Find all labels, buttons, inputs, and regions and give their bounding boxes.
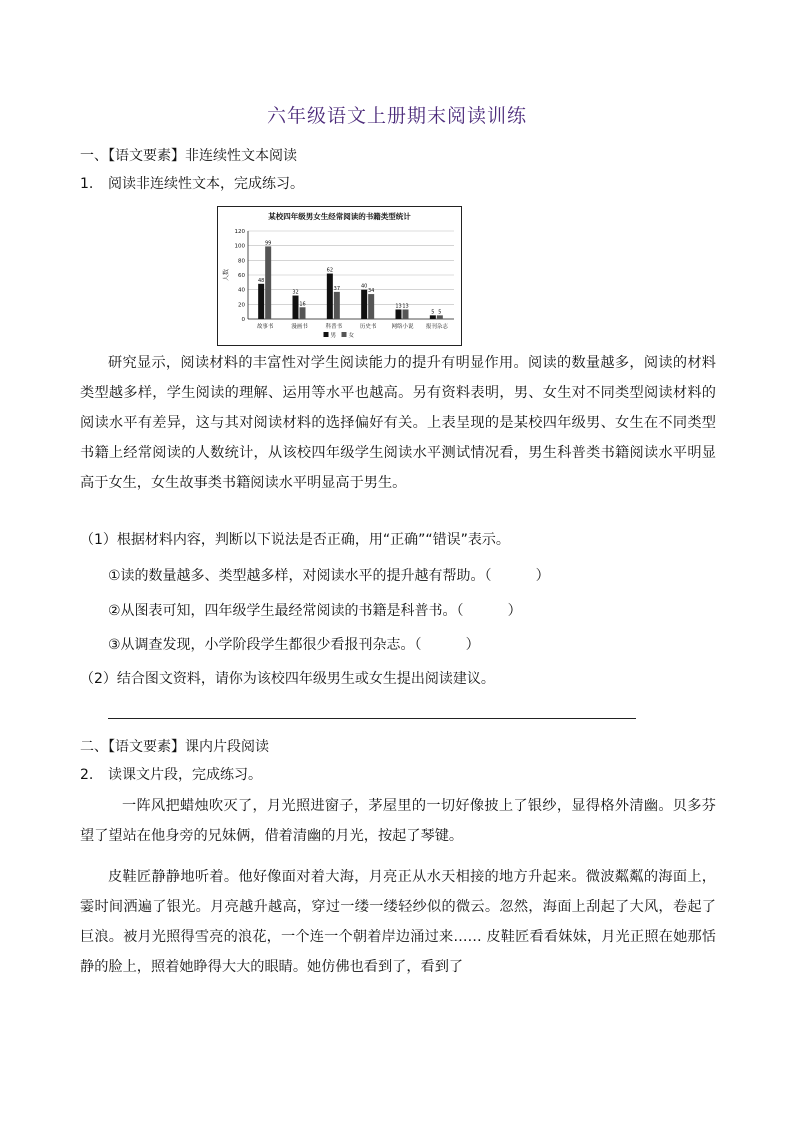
bar-男-网络小说	[396, 309, 402, 319]
bar-男-报刊杂志	[430, 315, 436, 319]
judgement-item-2-text: ②从图表可知，四年级学生最经常阅读的书籍是科普书。（	[108, 603, 464, 619]
sub-question-2: （2）结合图文资料，请你为该校四年级男生或女生提出阅读建议。	[80, 671, 495, 687]
judgement-item-2-close: ）	[507, 603, 522, 619]
data-label: 5	[438, 309, 442, 316]
y-tick-label: 60	[238, 273, 245, 279]
question-1-number: 1.	[80, 176, 94, 192]
data-label: 16	[299, 301, 306, 308]
y-tick-label: 80	[238, 258, 245, 265]
bar-男-历史书	[361, 290, 367, 319]
legend-label: 女	[348, 333, 355, 339]
y-axis-label: 人数	[223, 268, 230, 282]
data-label: 48	[257, 277, 265, 284]
bar-男-故事书	[258, 284, 264, 319]
data-label: 32	[292, 289, 299, 296]
section-2-heading: 二、【语文要素】课内片段阅读	[80, 739, 269, 755]
x-tick-label: 漫画书	[291, 324, 308, 330]
passage-paragraph-3: 皮鞋匠静静地听着。他好像面对着大海，月亮正从水天相接的地方升起来。微波粼粼的海面上，霎时间洒遍了银光。月亮越升越高，穿过一缕一缕轻纱似的微云。忽然，海面上刮起了大风，卷起了巨浪。被月光照得雪亮的浪花，一个连一个朝着岸边涌过来…… 皮鞋匠看看妹妹，月光正照在她那恬静的脸上，照着她睁得大大的眼睛。她仿佛也看到了，看到了	[80, 869, 716, 975]
data-label: 62	[326, 267, 334, 274]
bar-男-漫画书	[293, 296, 299, 319]
bar-女-网络小说	[403, 309, 409, 319]
x-tick-label: 网络小说	[391, 324, 414, 330]
judgement-item-1-close: ）	[535, 568, 550, 584]
data-label: 5	[431, 309, 435, 316]
y-tick-label: 0	[241, 317, 245, 323]
question-2-text: 读课文片段，完成练习。	[108, 767, 262, 783]
answer-line[interactable]	[108, 718, 636, 719]
x-tick-label: 故事书	[256, 324, 274, 330]
data-label: 40	[360, 283, 368, 290]
chart-title: 某校四年级男女生经常阅读的书籍类型统计	[268, 212, 411, 221]
y-tick-label: 40	[238, 287, 245, 294]
bar-女-报刊杂志	[437, 315, 443, 319]
judgement-item-2	[108, 601, 522, 621]
judgement-item-3	[108, 635, 480, 655]
y-tick-label: 100	[234, 243, 245, 250]
sub-question-1: （1）根据材料内容，判断以下说法是否正确，用“正确”“错误”表示。	[80, 532, 510, 548]
judgement-item-3-close: ）	[465, 637, 480, 653]
judgement-item-3-text: ③从调查发现，小学阶段学生都很少看报刊杂志。（	[108, 637, 422, 653]
section-1-heading: 一、【语文要素】非连续性文本阅读	[80, 148, 297, 164]
data-label: 13	[402, 303, 409, 310]
x-tick-label: 科普书	[325, 324, 343, 330]
bar-女-历史书	[368, 294, 374, 319]
bar-女-漫画书	[300, 307, 306, 319]
question-1-text: 阅读非连续性文本，完成练习。	[108, 176, 304, 192]
judgement-item-1-text: ①读的数量越多、类型越多样，对阅读水平的提升越有帮助。（	[108, 568, 492, 584]
bar-女-故事书	[265, 246, 271, 319]
question-2-number: 2.	[80, 767, 94, 783]
data-label: 37	[333, 285, 341, 292]
data-label: 34	[367, 288, 375, 295]
data-label: 99	[264, 240, 272, 247]
chart-canvas	[218, 207, 461, 345]
y-tick-label: 20	[238, 302, 245, 309]
x-tick-label: 历史书	[359, 324, 377, 330]
judgement-item-1	[108, 566, 550, 586]
y-tick-label: 120	[234, 229, 245, 235]
data-label: 13	[395, 303, 402, 310]
passage-paragraph-2: 一阵风把蜡烛吹灭了，月光照进窗子，茅屋里的一切好像披上了银纱，显得格外清幽。贝多芬望了望站在他身旁的兄妹俩，借着清幽的月光，按起了琴键。	[80, 798, 716, 844]
bar-女-科普书	[334, 292, 340, 319]
legend-label: 男	[330, 333, 337, 339]
bar-chart	[217, 206, 462, 346]
passage-paragraph-1: 研究显示，阅读材料的丰富性对学生阅读能力的提升有明显作用。阅读的数量越多，阅读的材料类型越多样，学生阅读的理解、运用等水平也越高。另有资料表明，男、女生对不同类型阅读材料的阅读水平有差异，这与其对阅读材料的选择偏好有关。上表呈现的是某校四年级男、女生在不同类型书籍上经常阅读的人数统计，从该校四年级学生阅读水平测试情况看，男生科普类书籍阅读水平明显高于女生，女生故事类书籍阅读水平明显高于男生。	[80, 355, 716, 491]
page-title: 六年级语文上册期末阅读训练	[266, 105, 527, 127]
bar-男-科普书	[327, 274, 333, 319]
x-tick-label: 报刊杂志	[425, 324, 448, 330]
legend-swatch-女	[342, 332, 347, 337]
legend-swatch-男	[324, 332, 329, 337]
